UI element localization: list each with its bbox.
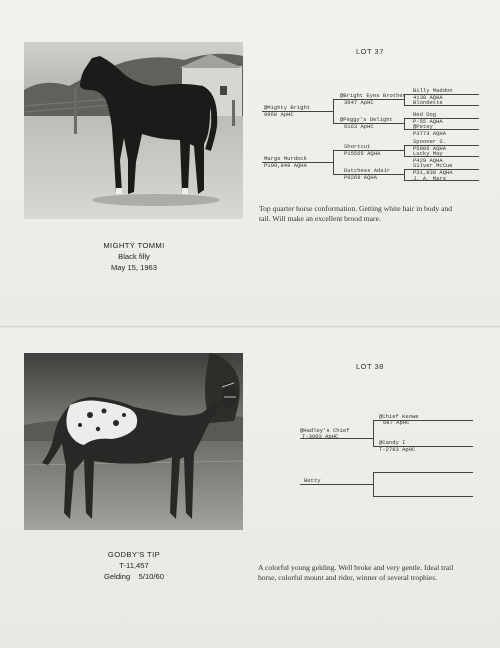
ancestor-name: Red Dog bbox=[413, 111, 437, 118]
pedigree-line bbox=[404, 118, 405, 129]
dam-dam-name: Dutchess Adair bbox=[344, 167, 391, 174]
sire-name: @Hadley's Chief bbox=[300, 427, 350, 434]
sire-sire-name: @Chief Keowe bbox=[379, 413, 419, 420]
lot-37-label: LOT 37 bbox=[356, 47, 384, 56]
pedigree-line bbox=[373, 472, 374, 497]
description-line: horse, colorful mount and rider, winner of several trophies. bbox=[258, 573, 438, 582]
pedigree-line bbox=[333, 99, 334, 124]
lot-37-description bbox=[259, 204, 491, 224]
ancestor-registration: P3773 AQHA bbox=[413, 130, 447, 137]
horse-name: MIGHTY TOMMI bbox=[103, 241, 165, 250]
ancestor-name: Spooner S. bbox=[413, 138, 447, 145]
ancestor-name: Blondette bbox=[413, 99, 443, 106]
lot-38-caption bbox=[64, 549, 204, 582]
sire-dam-name: @Candy I bbox=[379, 439, 406, 446]
photo-mighty-tommi bbox=[24, 42, 243, 219]
lot-37-caption bbox=[64, 240, 204, 273]
pedigree-line bbox=[373, 472, 473, 473]
pedigree-line bbox=[373, 420, 374, 446]
ancestor-name: @Petey bbox=[413, 123, 433, 130]
ancestor-name: Lucky May bbox=[413, 150, 443, 157]
ancestor-name: Billy Maddon bbox=[413, 87, 453, 94]
pedigree-line bbox=[404, 145, 405, 156]
dam-sire-registration: P15565 AQHA bbox=[344, 150, 381, 157]
sire-registration: 9960 ApHC bbox=[264, 111, 294, 118]
dam-sire-name: Shortcut bbox=[344, 143, 371, 150]
ancestor-registration: P-55 AQHA bbox=[413, 118, 443, 125]
ancestor-registration: P5006 AQHA bbox=[413, 145, 447, 152]
photo-godbys-tip bbox=[24, 353, 243, 530]
sire-dam-name: @Peggy's Delight bbox=[340, 116, 393, 123]
sire-registration: T-3903 ApHC bbox=[302, 433, 339, 440]
horse-type: Black filly bbox=[118, 252, 150, 261]
dam-name: Betty bbox=[304, 477, 321, 484]
sire-sire-name: @Bright Eyes Brother bbox=[340, 92, 407, 99]
lot-38-description bbox=[258, 563, 494, 583]
pedigree-line bbox=[404, 169, 405, 180]
horse-name: GODBY'S TIP bbox=[107, 550, 161, 559]
description-line: Top quarter horse conformation. Getting white hair in body and bbox=[259, 204, 453, 213]
registration-number: T-11,457 bbox=[119, 561, 149, 570]
ancestor-name: Silver McCue bbox=[413, 162, 453, 169]
lot-38-label: LOT 38 bbox=[356, 362, 384, 371]
sire-sire-registration: 3047 ApHC bbox=[344, 99, 374, 106]
sire-dam-registration: T-2783 ApHC bbox=[379, 446, 416, 453]
horse-type: Gelding 5/10/60 bbox=[104, 572, 164, 581]
sire-dam-registration: 6163 ApHC bbox=[344, 123, 374, 130]
ancestor-name: J. A. Mare bbox=[413, 175, 447, 182]
ancestor-registration: P429 AQHA bbox=[413, 157, 443, 164]
pedigree-line bbox=[333, 150, 334, 175]
pedigree-line bbox=[300, 484, 374, 485]
dam-registration: P109,849 AQHA bbox=[264, 162, 307, 169]
birth-date: May 15, 1963 bbox=[110, 263, 157, 272]
page-fold-divider bbox=[0, 326, 500, 329]
ancestor-registration: 4138 AQHA bbox=[413, 94, 443, 101]
description-line: tail. Will make an excellent brood mare. bbox=[259, 214, 381, 223]
ancestor-registration: P31,830 AQHA bbox=[413, 169, 453, 176]
sire-sire-registration: 687 ApHC bbox=[383, 419, 410, 426]
sire-name: @Mighty Bright bbox=[264, 104, 311, 111]
dam-dam-registration: P9269 AQHA bbox=[344, 174, 378, 181]
pedigree-line bbox=[373, 496, 473, 497]
description-line: A colorful young gelding. Well broke and very gentle. Ideal trail bbox=[258, 563, 454, 572]
dam-name: Marge Murdock bbox=[264, 155, 307, 162]
